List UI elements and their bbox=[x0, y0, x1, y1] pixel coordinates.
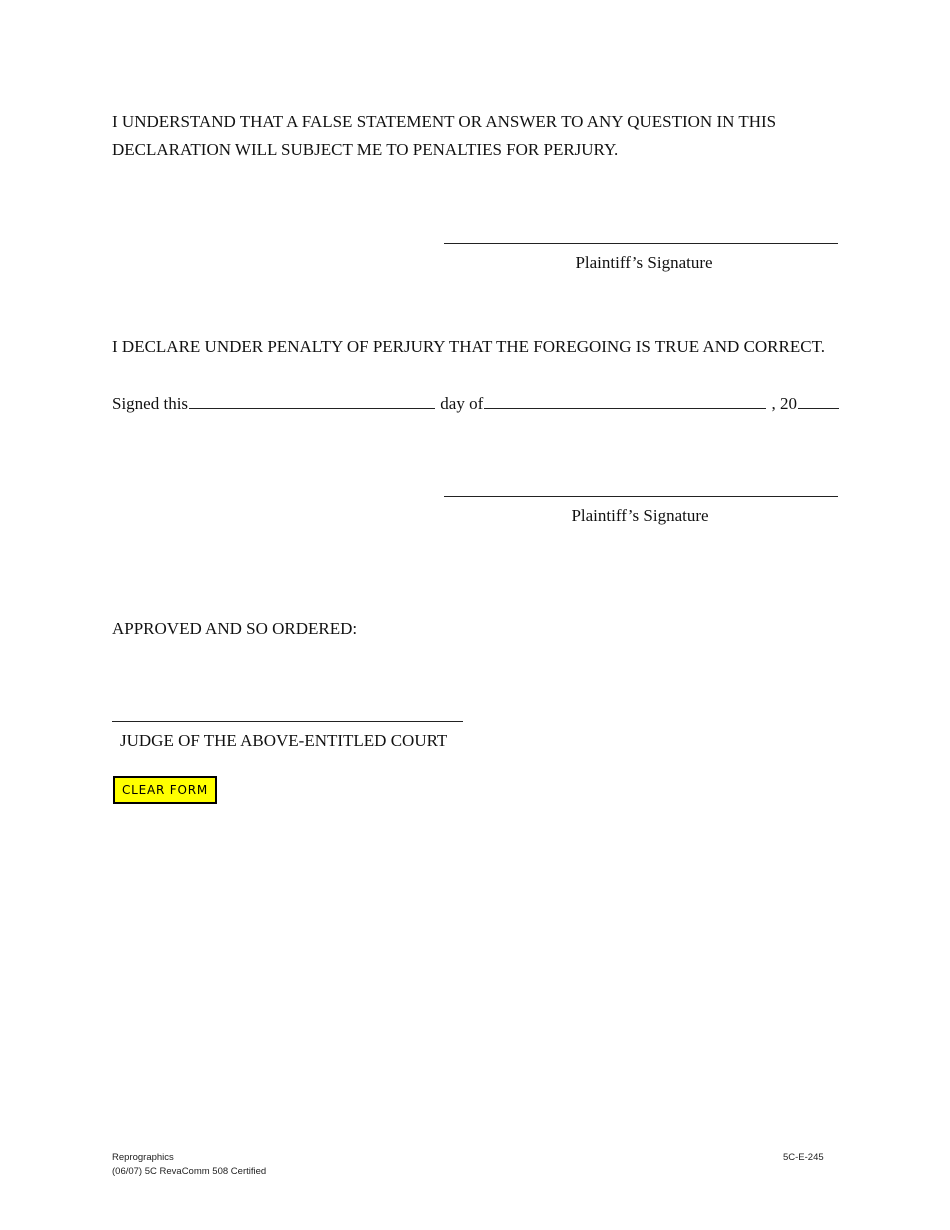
day-of-label: day of bbox=[440, 394, 484, 413]
perjury-statement-line-2: DECLARATION WILL SUBJECT ME TO PENALTIES FOR PERJURY. bbox=[112, 140, 619, 159]
judge-signature-label: JUDGE OF THE ABOVE-ENTITLED COURT bbox=[120, 731, 448, 750]
plaintiff-signature-label-2: Plaintiff’s Signature bbox=[571, 506, 709, 525]
footer-dept: Reprographics bbox=[112, 1152, 174, 1163]
clear-form-button[interactable]: CLEAR FORM bbox=[113, 776, 217, 804]
plaintiff-signature-line-1[interactable] bbox=[444, 243, 838, 244]
judge-signature-line[interactable] bbox=[112, 721, 463, 722]
signed-date-line bbox=[112, 390, 840, 418]
approved-heading: APPROVED AND SO ORDERED: bbox=[112, 619, 358, 638]
plaintiff-signature-label-1: Plaintiff’s Signature bbox=[575, 253, 713, 272]
signed-month-field[interactable] bbox=[484, 391, 766, 409]
declaration-statement: I DECLARE UNDER PENALTY OF PERJURY THAT THE FOREGOING IS TRUE AND CORRECT. bbox=[112, 337, 825, 356]
year-prefix-label: , 20 bbox=[771, 394, 798, 413]
perjury-statement-line-1: I UNDERSTAND THAT A FALSE STATEMENT OR ANSWER TO ANY QUESTION IN THIS bbox=[112, 112, 777, 131]
footer-revision: (06/07) 5C RevaComm 508 Certified bbox=[112, 1166, 267, 1177]
plaintiff-signature-line-2[interactable] bbox=[444, 496, 838, 497]
signed-day-field[interactable] bbox=[189, 391, 435, 409]
perjury-statement bbox=[112, 108, 776, 164]
footer-form-number: 5C-E-245 bbox=[783, 1152, 824, 1163]
signed-this-label: Signed this bbox=[112, 394, 189, 413]
signed-year-field[interactable] bbox=[798, 391, 839, 409]
